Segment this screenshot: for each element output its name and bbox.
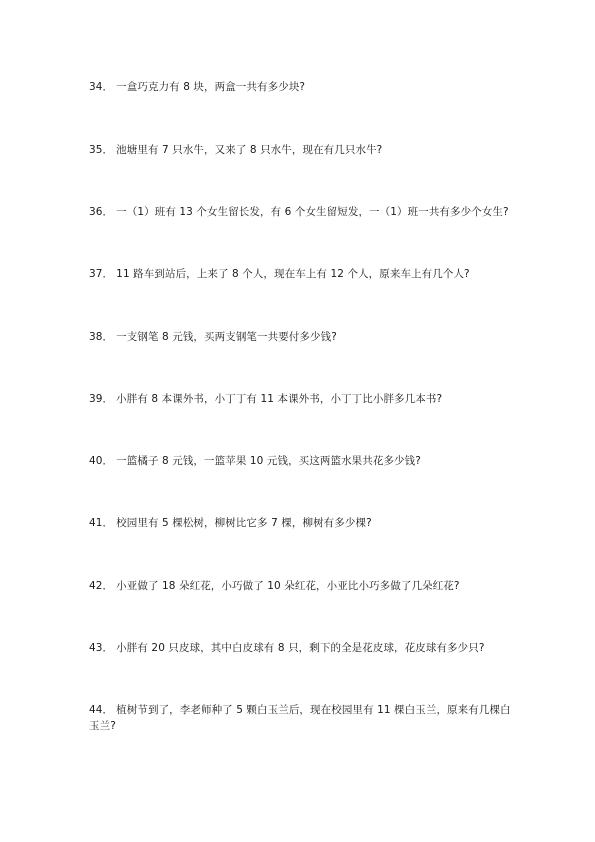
question-text: 11 路车到站后，上来了 8 个人，现在车上有 12 个人，原来车上有几个人? [116,268,470,280]
question-text: 植树节到了，李老师种了 5 颗白玉兰后，现在校园里有 11 棵白玉兰，原来有几棵白玉兰? [89,704,511,732]
question-number: 40． [89,455,114,467]
question-43 [89,640,519,656]
question-text: 一篮橘子 8 元钱，一篮苹果 10 元钱，买这两篮水果共花多少钱? [116,455,421,467]
question-text: 一盒巧克力有 8 块，两盒一共有多少块? [116,81,306,93]
question-number: 34． [89,81,114,93]
question-38 [89,329,519,345]
question-44 [89,702,519,734]
question-number: 44． [89,704,114,716]
question-34 [89,79,519,95]
question-number: 39． [89,393,114,405]
question-37 [89,266,519,282]
question-number: 42． [89,580,114,592]
question-number: 36． [89,206,114,218]
question-number: 41． [89,517,114,529]
question-text: 小胖有 20 只皮球，其中白皮球有 8 只，剩下的全是花皮球，花皮球有多少只? [116,642,485,654]
question-text: 校园里有 5 棵松树，柳树比它多 7 棵，柳树有多少棵? [116,517,372,529]
question-text: 一支钢笔 8 元钱，买两支钢笔一共要付多少钱? [116,331,337,343]
question-number: 35． [89,144,114,156]
question-36 [89,204,519,220]
question-42 [89,578,519,594]
question-39 [89,391,519,407]
question-number: 37． [89,268,114,280]
question-40 [89,453,519,469]
question-text: 小亚做了 18 朵红花，小巧做了 10 朵红花，小亚比小巧多做了几朵红花? [116,580,460,592]
question-number: 43． [89,642,114,654]
question-text: 一（1）班有 13 个女生留长发，有 6 个女生留短发，一（1）班一共有多少个女生? [116,206,509,218]
question-number: 38． [89,331,114,343]
question-35 [89,142,519,158]
question-text: 池塘里有 7 只水牛，又来了 8 只水牛，现在有几只水牛? [116,144,383,156]
question-text: 小胖有 8 本课外书，小丁丁有 11 本课外书，小丁丁比小胖多几本书? [116,393,443,405]
question-41 [89,515,519,531]
